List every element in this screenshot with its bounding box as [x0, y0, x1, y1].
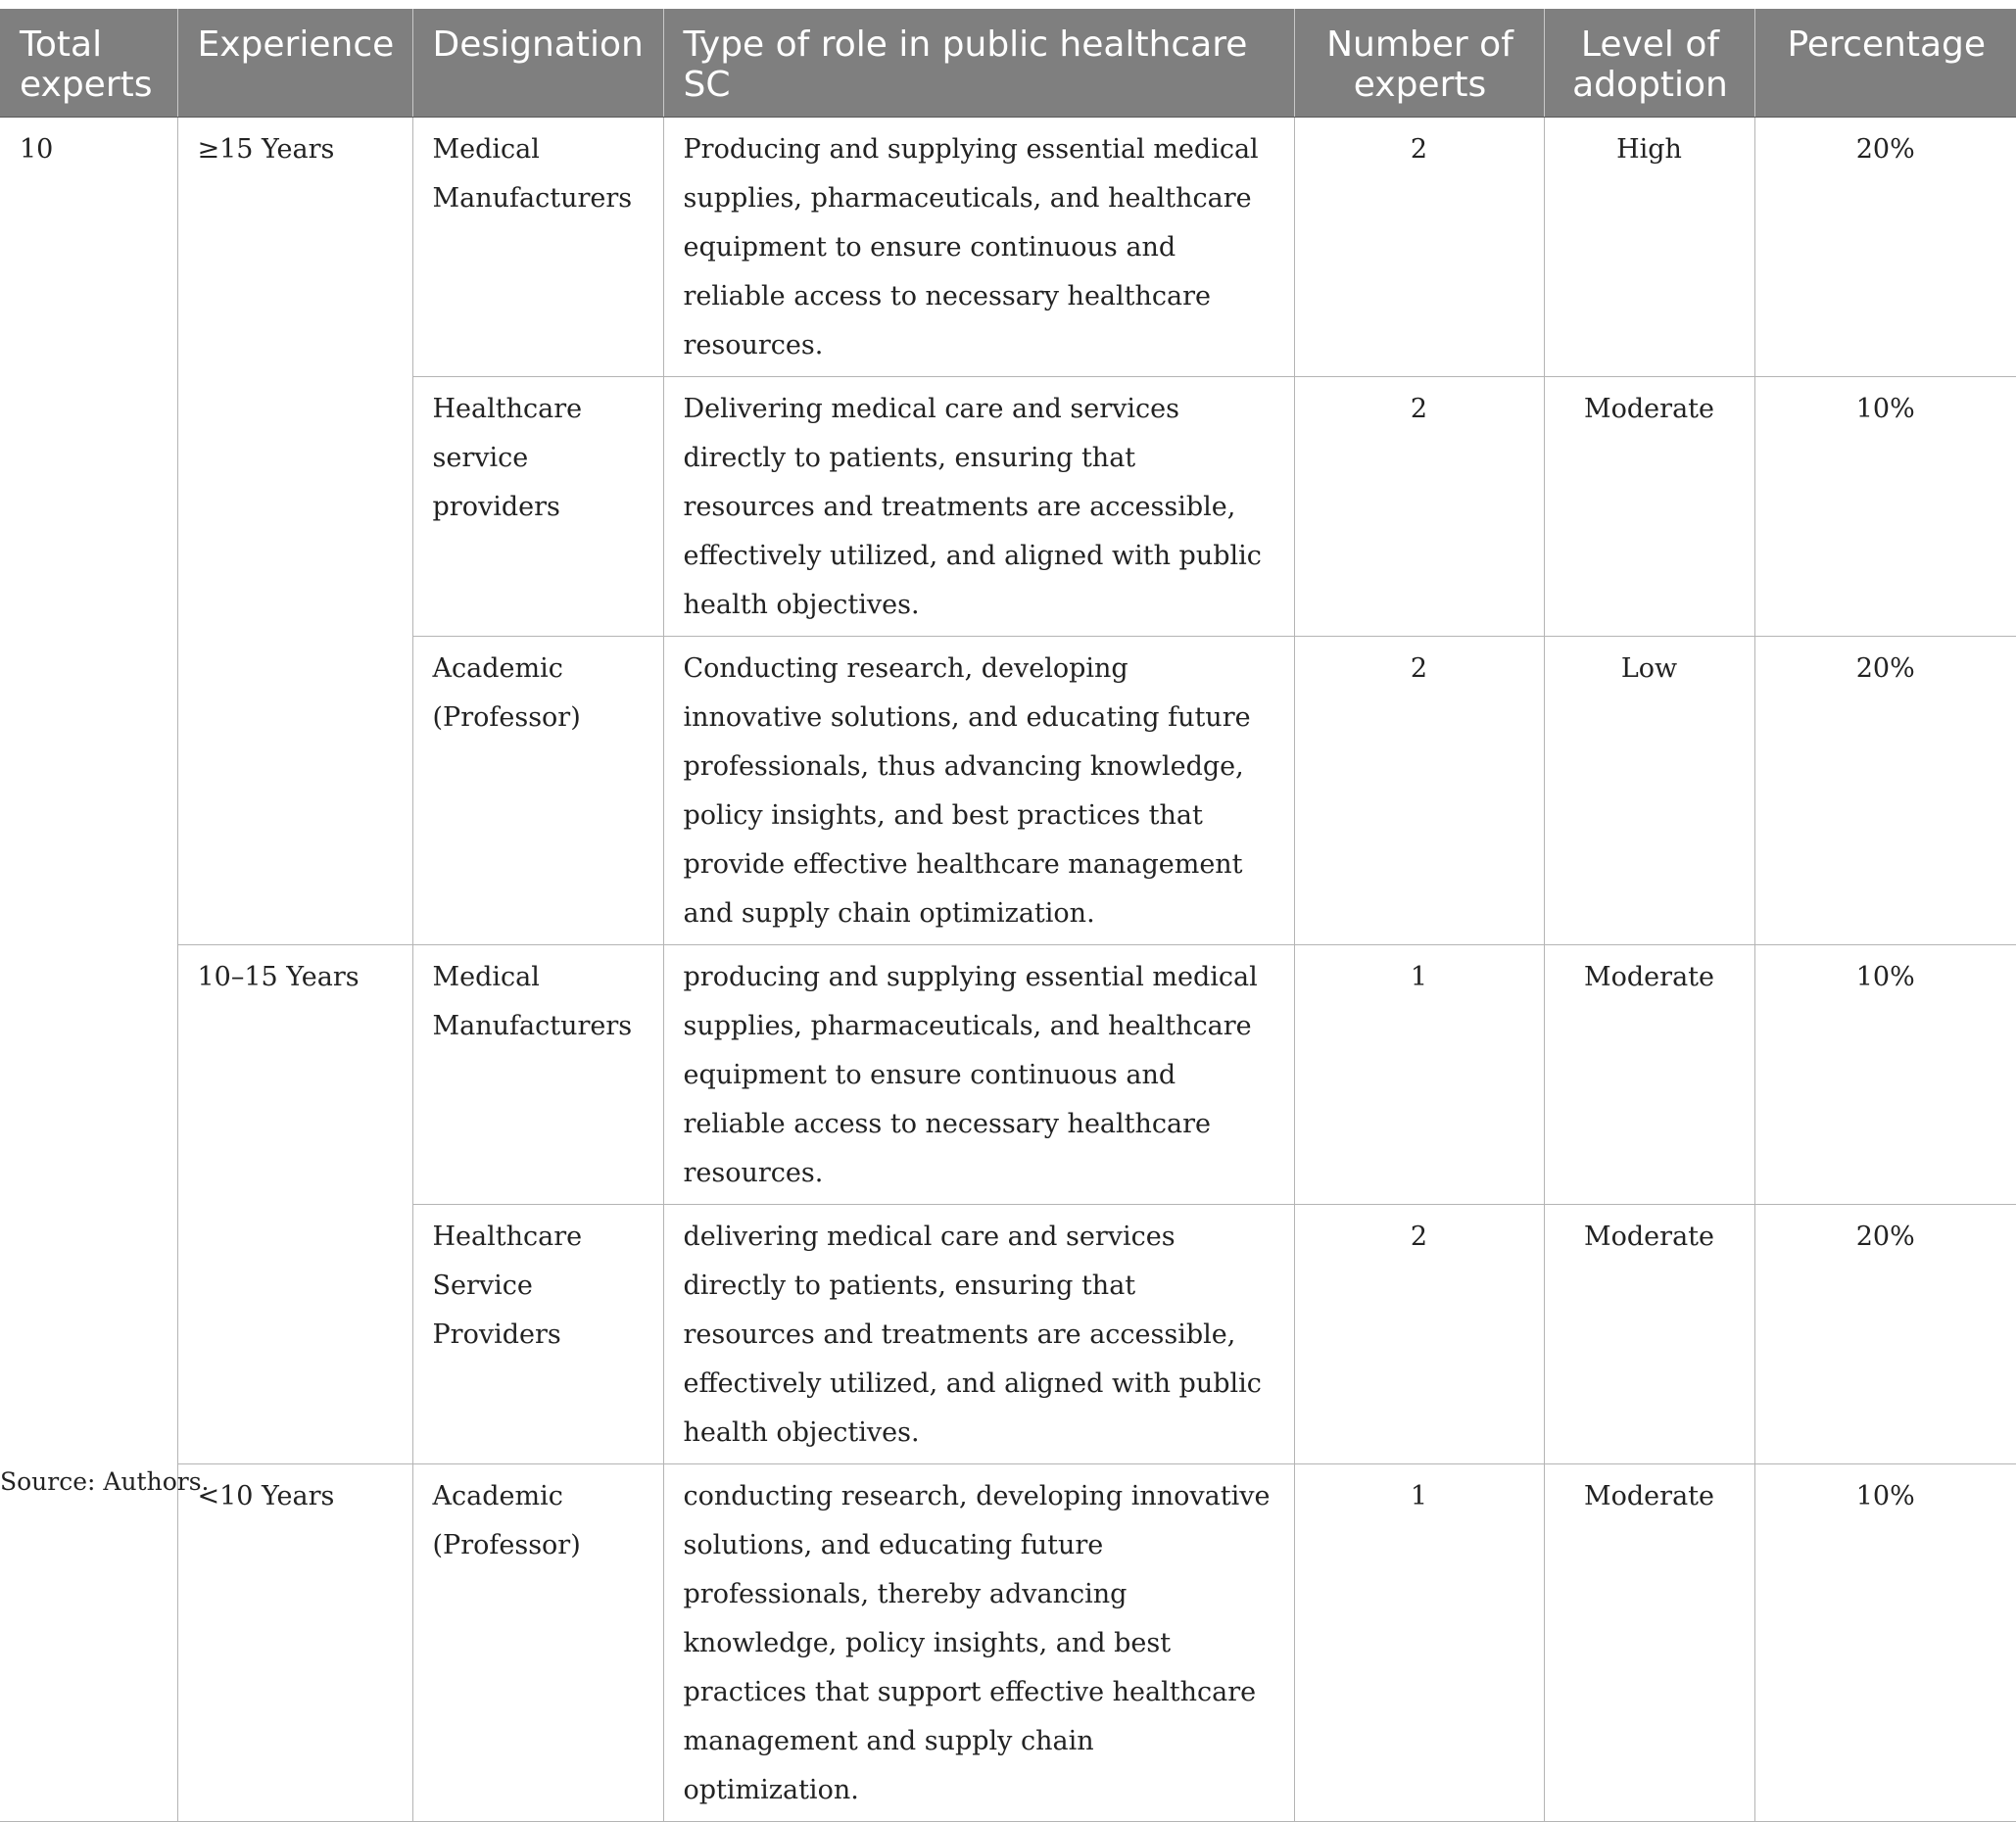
designation-cell: Academic (Professor) — [412, 1464, 663, 1822]
number-cell: 2 — [1294, 377, 1544, 637]
table-row — [0, 945, 2016, 1205]
level-cell: Moderate — [1544, 1205, 1754, 1464]
role-cell: Conducting research, developing innovative solutions, and educating future professionals, thus advancing knowledge, policy insights, and best practices that provide effective healthcare management and supply chain optimization. — [663, 637, 1294, 945]
designation-cell: Medical Manufacturers — [412, 118, 663, 377]
level-cell: Low — [1544, 637, 1754, 945]
designation-cell: Medical Manufacturers — [412, 945, 663, 1205]
designation-cell: Academic (Professor) — [412, 637, 663, 945]
percentage-cell: 20% — [1754, 1205, 2016, 1464]
header-level-of-adoption: Level of adoption — [1544, 9, 1754, 118]
designation-cell: Healthcare service providers — [412, 377, 663, 637]
header-number-of-experts: Number of experts — [1294, 9, 1544, 118]
percentage-cell: 20% — [1754, 118, 2016, 377]
role-cell: Delivering medical care and services directly to patients, ensuring that resources and treatments are accessible, effectively utilized, and aligned with public health objectives. — [663, 377, 1294, 637]
header-row — [0, 9, 2016, 118]
percentage-cell: 10% — [1754, 945, 2016, 1205]
header-designation: Designation — [412, 9, 663, 118]
header-percentage: Percentage — [1754, 9, 2016, 118]
header-experience: Experience — [177, 9, 412, 118]
table-header — [0, 9, 2016, 118]
level-cell: Moderate — [1544, 1464, 1754, 1822]
designation-cell: Healthcare Service Providers — [412, 1205, 663, 1464]
percentage-cell: 10% — [1754, 377, 2016, 637]
number-cell: 2 — [1294, 118, 1544, 377]
table-body — [0, 118, 2016, 1822]
total-experts-cell: 10 — [0, 118, 177, 1822]
experience-cell: <10 Years — [177, 1464, 412, 1822]
header-role-type: Type of role in public healthcare SC — [663, 9, 1294, 118]
level-cell: High — [1544, 118, 1754, 377]
number-cell: 2 — [1294, 637, 1544, 945]
level-cell: Moderate — [1544, 377, 1754, 637]
role-cell: conducting research, developing innovative solutions, and educating future professionals, thereby advancing knowledge, policy insights, and best practices that support effective healthcare management and supply chain optimization. — [663, 1464, 1294, 1822]
table-row — [0, 118, 2016, 377]
number-cell: 2 — [1294, 1205, 1544, 1464]
source-note: Source: Authors. — [0, 1467, 210, 1496]
table-row — [0, 1464, 2016, 1822]
number-cell: 1 — [1294, 945, 1544, 1205]
role-cell: Producing and supplying essential medical supplies, pharmaceuticals, and healthcare equipment to ensure continuous and reliable access to necessary healthcare resources. — [663, 118, 1294, 377]
role-cell: producing and supplying essential medical supplies, pharmaceuticals, and healthcare equipment to ensure continuous and reliable access to necessary healthcare resources. — [663, 945, 1294, 1205]
level-cell: Moderate — [1544, 945, 1754, 1205]
role-cell: delivering medical care and services directly to patients, ensuring that resources and treatments are accessible, effectively utilized, and aligned with public health objectives. — [663, 1205, 1294, 1464]
percentage-cell: 20% — [1754, 637, 2016, 945]
number-cell: 1 — [1294, 1464, 1544, 1822]
percentage-cell: 10% — [1754, 1464, 2016, 1822]
experience-cell: 10–15 Years — [177, 945, 412, 1464]
experience-cell: ≥15 Years — [177, 118, 412, 945]
header-total-experts: Total experts — [0, 9, 177, 118]
experts-table-container — [0, 9, 2016, 1822]
experts-table — [0, 9, 2016, 1822]
